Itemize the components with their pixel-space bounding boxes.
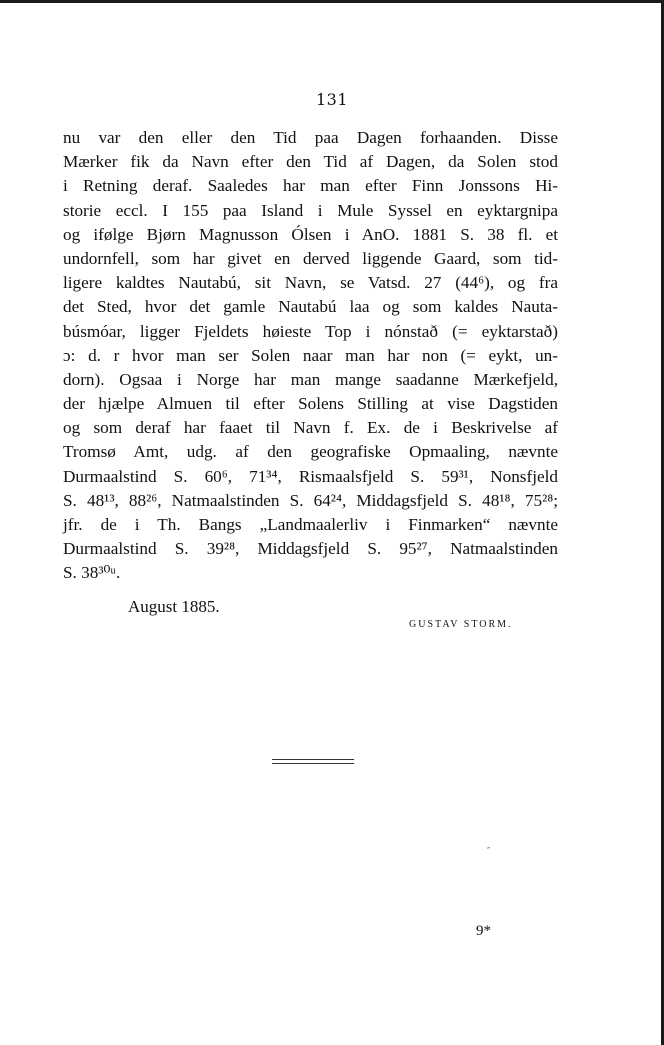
date-line: August 1885. [128, 597, 220, 616]
page-number: 131 [315, 90, 349, 109]
text-line: jfr. de i Th. Bangs „Landmaalerliv i Finmarken“ nævnte [63, 515, 558, 534]
text-line: S. 48¹³, 88²⁶, Natmaalstinden S. 64²⁴, Middagsfjeld S. 48¹⁸, 75²⁸; [63, 490, 558, 510]
text-line: S. 38³⁰ᵘ. [63, 563, 121, 583]
body-text [63, 126, 558, 586]
text-line: dorn). Ogsaa i Norge har man mange saadanne Mærkefjeld, [63, 369, 558, 389]
section-divider-bottom [272, 763, 354, 764]
text-line: Mærker fik da Navn efter den Tid af Dagen, da Solen stod [63, 152, 558, 172]
text-line: det Sted, hvor det gamle Nautabú laa og som kaldes Nauta- [63, 297, 558, 317]
text-line: undornfell, som har givet en derved liggende Gaard, som tid- [63, 248, 558, 268]
page-edge-top [0, 0, 664, 3]
text-line: og som deraf har faaet til Navn f. Ex. de i Beskrivelse af [63, 418, 558, 438]
text-line: Durmaalstind S. 60⁶, 71³⁴, Rismaalsfjeld S. 59³¹, Nonsfjeld [63, 466, 558, 486]
text-line: búsmóar, ligger Fjeldets høieste Top i nónstað (= eyktarstað) [63, 321, 558, 341]
text-line: storie eccl. I 155 paa Island i Mule Syssel en eyktargnipa [63, 200, 558, 220]
text-line: i Retning deraf. Saaledes har man efter Finn Jonssons Hi- [63, 176, 558, 196]
text-line: nu var den eller den Tid paa Dagen forhaanden. Disse [63, 128, 558, 147]
text-line: og ifølge Bjørn Magnusson Ólsen i AnO. 1881 S. 38 fl. et [63, 224, 558, 244]
text-line: Tromsø Amt, udg. af den geografiske Opmaaling, nævnte [63, 442, 558, 462]
text-line: Durmaalstind S. 39²⁸, Middagsfjeld S. 95²⁷, Natmaalstinden [63, 539, 558, 559]
printer-mark: ″ [487, 847, 491, 857]
text-line: der hjælpe Almuen til efter Solens Stilling at vise Dagstiden [63, 394, 558, 414]
author-signature: GUSTAV STORM. [409, 619, 513, 630]
gathering-signature-mark: 9* [476, 923, 491, 939]
text-line: ɔ: d. r hvor man ser Solen naar man har non (= eykt, un- [63, 345, 558, 365]
section-divider-top [272, 759, 354, 760]
text-line: ligere kaldtes Nautabú, sit Navn, se Vatsd. 27 (44⁶), og fra [63, 273, 558, 293]
